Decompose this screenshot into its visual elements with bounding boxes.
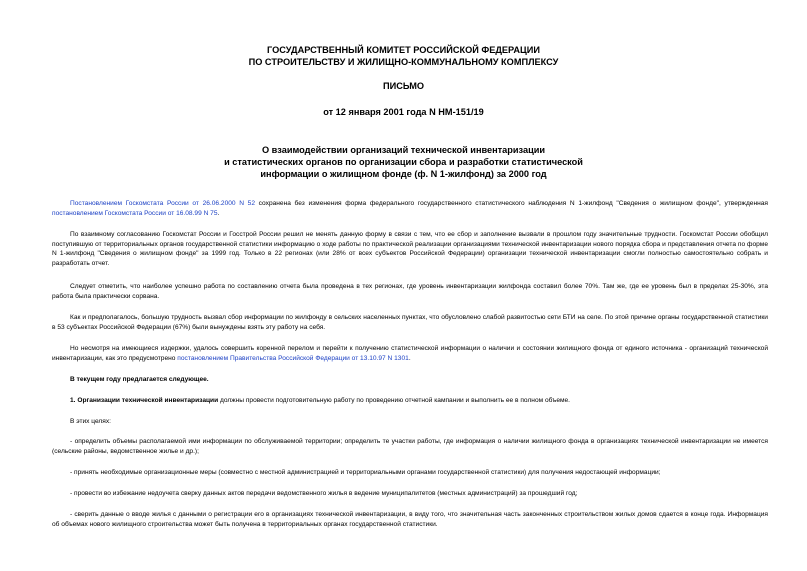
document-subject-line-1: О взаимодействии организаций технической инвентаризации — [261, 145, 546, 155]
paragraph-2 — [52, 230, 768, 268]
paragraph-9 — [52, 437, 768, 456]
paragraph-4-text: Как и предполагалось, большую трудность вызвал сбор информации по жилфонду в сельских населенных пунктах, что обусловлено слабой развитостью сети БТИ на селе. По этой причине органы государственной статистики в 53 субъектах Российской Федерации (67%) были вынуждены взять эту работу на себя. — [52, 314, 768, 331]
paragraph-10-text: - принять необходимые организационные меры (совместно с местной администрацией и территориальными органами государственной статистики) для получения недостающей информации; — [70, 469, 661, 476]
link-government-resolution-1301[interactable]: постановлением Правительства Российской Федерации от 13.10.97 N 1301 — [177, 354, 409, 362]
paragraph-3 — [52, 282, 768, 301]
issuer-line-1: ГОСУДАРСТВЕННЫЙ КОМИТЕТ РОССИЙСКОЙ ФЕДЕРАЦИИ — [267, 45, 540, 55]
paragraph-11-text: - провести во избежание недоучета сверку данных актов передачи ведомственного жилья в ведение муниципалитетов (местных администраций) за прошедший год; — [70, 490, 578, 497]
paragraph-8 — [52, 417, 768, 427]
paragraph-7 — [52, 396, 768, 406]
paragraph-9-text: - определить объемы располагаемой ими информации по обслуживаемой территории; определить те участки работы, где информация о наличии жилищного фонда в организациях технической инвентаризации не имеется (сельские районы, ведомственное жилье и др.); — [52, 438, 768, 455]
paragraph-11 — [52, 489, 768, 499]
paragraph-3-text: Следует отметить, что наиболее успешно работа по составлению отчета была проведена в тех регионах, где уровень инвентаризации жилфонда составил более 70%. Там же, где ее уровень был в пределах 25-30%, эта работа была практически сорвана. — [52, 283, 768, 300]
paragraph-6-text: В текущем году предлагается следующее. — [70, 376, 209, 383]
paragraph-1 — [52, 199, 768, 218]
document-date-number: от 12 января 2001 года N НМ-151/19 — [323, 107, 484, 117]
paragraph-6 — [52, 375, 768, 385]
link-goskomstat-resolution-52[interactable]: Постановлением Госкомстата России от 26.06.2000 N 52 — [70, 200, 256, 207]
paragraph-7-text: должны провести подготовительную работу по проведению отчетной кампании и выполнить ее в полном объеме. — [218, 397, 571, 404]
paragraph-4 — [52, 313, 768, 332]
paragraph-1-text-b: . — [217, 209, 220, 217]
paragraph-5-text-a: Но несмотря на имеющиеся издержки, удалось совершить коренной перелом и перейти к получению статистической информации о наличии и состоянии жилищного фонда от единого источника - организаций технической инвентаризации, как это предусмотрено — [52, 345, 768, 362]
paragraph-10 — [52, 468, 768, 478]
document-subject-line-2: и статистических органов по организации сбора и разработки статистической — [224, 157, 583, 167]
paragraph-12-text: - сверить данные о вводе жилья с данными о регистрации его в организациях технической инвентаризации, в виду того, что значительная часть законченных строительством жилых домов сдается в конце года. Информация об объемах нового жилищного строительства может быть получена в территориальных органах государственной статистики. — [52, 511, 768, 528]
document-subject-line-3: информации о жилищном фонде (ф. N 1-жилфонд) за 2000 год — [260, 169, 547, 179]
paragraph-2-text: По взаимному согласованию Госкомстат России и Госстрой России решил не менять данную форму в связи с тем, что ее сбор и заполнение вызвали в прошлом году значительные трудности. Госкомстат России обобщил поступившую от территориальных органов государственной статистики информацию о ходе работы по практической реализации организациями технической инвентаризации нового порядка сбора и представления отчета по форме N 1-жилфонд "Сведения о жилищном фонде" за 1999 год. Только в 22 регионах (или 28% от всех субъектов Российской Федерации) организации технической инвентаризации смогли полностью самостоятельно собрать и разработать отчет. — [52, 231, 768, 267]
document-type: ПИСЬМО — [382, 81, 425, 91]
paragraph-5-text-b: . — [408, 354, 411, 362]
paragraph-7-heading: 1. Организации технической инвентаризации — [70, 397, 219, 404]
issuer-line-2: ПО СТРОИТЕЛЬСТВУ И ЖИЛИЩНО-КОММУНАЛЬНОМУ КОМПЛЕКСУ — [248, 57, 559, 67]
paragraph-1-text-a: сохранена без изменения форма федерального государственного статистического наблюдения N 1-жилфонд "Сведения о жилищном фонде", утвержденная — [255, 200, 768, 207]
paragraph-5 — [52, 344, 768, 363]
link-goskomstat-resolution-75[interactable]: постановлением Госкомстата России от 16.08.99 N 75 — [52, 209, 218, 217]
paragraph-12 — [52, 510, 768, 529]
paragraph-8-text: В этих целях: — [70, 418, 111, 425]
